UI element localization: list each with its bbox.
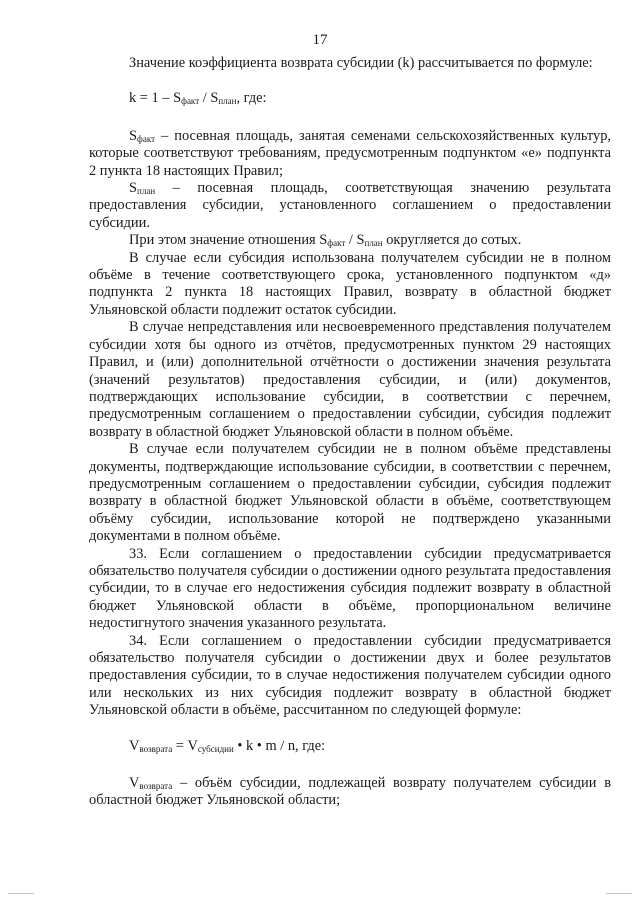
paragraph-clause-33: 33. Если соглашением о предоставлении субсидии предусматривается обязательство получателя субсидии о достижении одного результата предоставления субсидии, то в случае его недостижения субсидия подлежит возврату в областной бюджет Ульяновской области в объёме, пропорциональном величине недостигнутого значения указанного результата. [89,545,611,632]
paragraph-clause-34: 34. Если соглашением о предоставлении субсидии предусматривается обязательство получателя субсидии о достижении двух и более результатов предоставления субсидии, то в случае недостижения получателем субсидии одного или нескольких из них субсидия подлежит возврату в областной бюджет Ульяновской области в объёме, рассчитанном по следующей формуле: [89,632,611,719]
paragraph-ratio-rounding: При этом значение отношения $S_{факт} / S_{план}$ округляется до сотых. [129,232,522,249]
paragraph-unused-remainder: В случае если субсидия использована получателем субсидии не в полном объёме в течение соответствующего срока, установленного подпунктом «д» подпункта 2 пункта 18 настоящих Правил, возврату в областной бюджет Ульяновской области подлежит остаток субсидии. [89,249,611,318]
page-number: 17 [312,32,328,48]
scan-edge-mark-left [8,893,34,894]
definition-s-plan: $S_{план}$ – посевная площадь, соответствующая значению результата предоставления субсидии, установленного соглашением о предоставлении субсидии. [89,180,611,231]
definition-v-return: $V_{возврата}$ – объём субсидии, подлежащей возврату получателем субсидии в областной бюджет Ульяновской области; [89,775,611,809]
paragraph-reports-not-submitted: В случае непредставления или несвоевременного представления получателем субсидии хотя бы одного из отчётов, предусмотренных пунктом 29 настоящих Правил, и (или) дополнительной отчётности о достижении значения результата (значений результатов) предоставления субсидии, и (или) документов, подтверждающих использование субсидии, в соответствии с перечнем, предусмотренным соглашением о предоставлении субсидии, субсидия подлежит возврату в областной бюджет Ульяновской области в полном объёме. [89,319,611,440]
paragraph-documents-partial: В случае если получателем субсидии не в полном объёме представлены документы, подтверждающие использование субсидии, в соответствии с перечнем, предусмотренным соглашением о предоставлении субсидии, субсидия подлежит возврату в областной бюджет Ульяновской области в объёме, соответствующем объёму субсидии, использование которой не подтверждено указанными документами в полном объёме. [89,441,611,545]
scan-edge-mark-right [606,893,632,894]
document-body [89,55,611,810]
paragraph-coefficient-intro: Значение коэффициента возврата субсидии (k) рассчитывается по формуле: [129,55,593,71]
definition-s-fakt: $S_{факт}$ – посевная площадь, занятая семенами сельскохозяйственных культур, которые соответствуют требованиям, предусмотренным подпунктом «е» подпункта 2 пункта 18 настоящих Правил; [89,127,611,179]
formula-k: $k = 1 - S_{факт} / S_{план}$, где: [129,90,267,107]
formula-v-return: $V_{возврата} = V_{субсидии}$ • k • m / n, где: [129,737,326,754]
